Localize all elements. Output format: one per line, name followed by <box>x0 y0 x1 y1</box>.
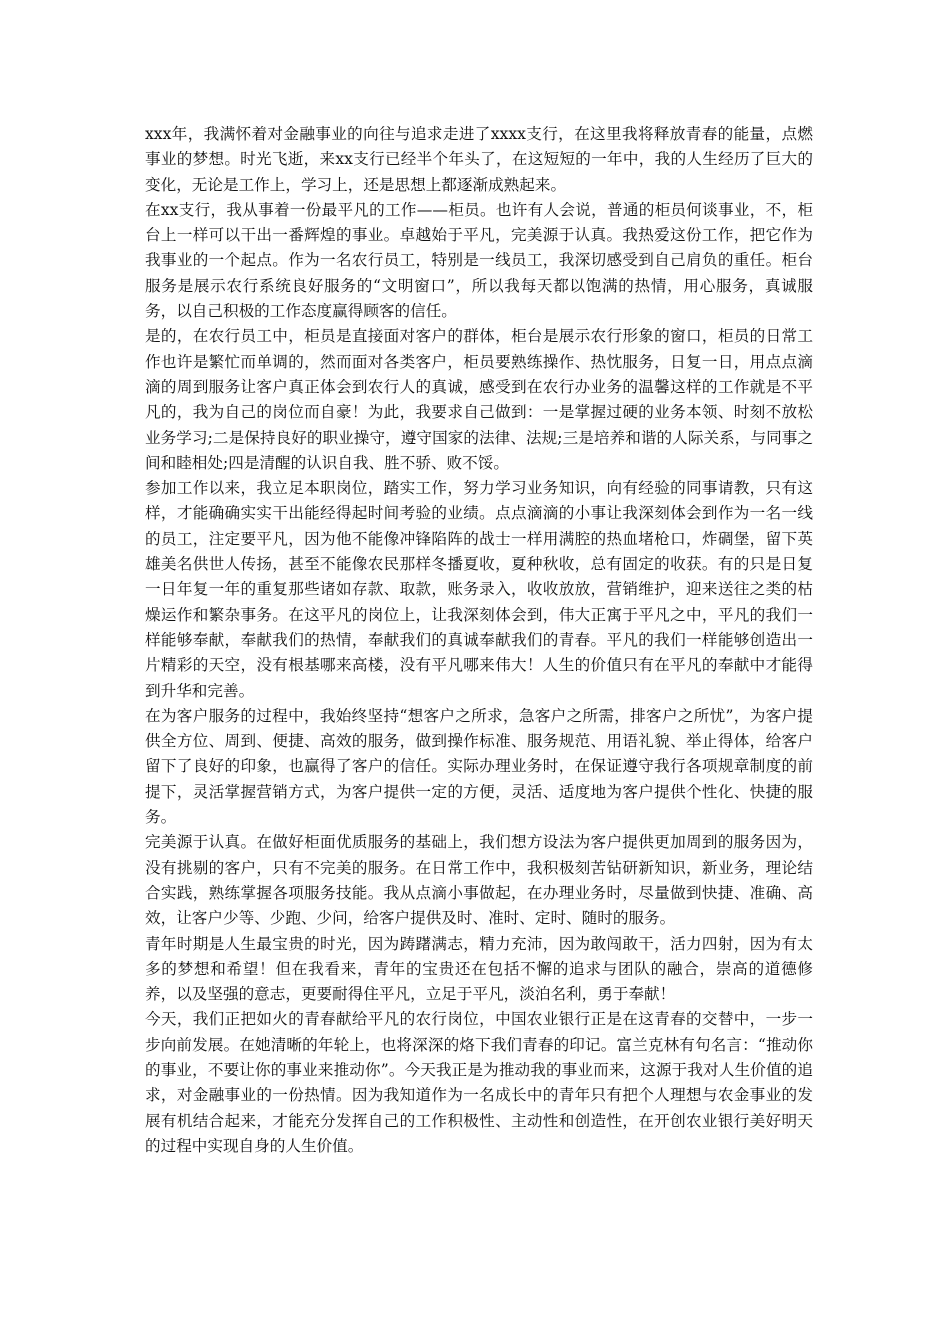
paragraph-perfection: 完美源于认真。在做好柜面优质服务的基础上，我们想方设法为客户提供更加周到的服务因为，没有挑剔的客户，只有不完美的服务。在日常工作中，我积极刻苦钻研新知识，新业务，理论结合实践，熟练掌握各项服务技能。我从点滴小事做起，在办理业务时，尽量做到快捷、准确、高效，让客户少等、少跑、少问，给客户提供及时、准时、定时、随时的服务。 <box>145 833 813 928</box>
paragraph-youth: 青年时期是人生最宝贵的时光，因为踌躇满志，精力充沛，因为敢闯敢干，活力四射，因为有太多的梦想和希望！但在我看来，青年的宝贵还在包括不懈的追求与团队的融合，崇高的道德修养，以及坚强的意志，更要耐得住平凡，立足于平凡，淡泊名利，勇于奉献！ <box>145 934 813 1004</box>
paragraph-ordinary-post: 参加工作以来，我立足本职岗位，踏实工作，努力学习业务知识，向有经验的同事请教，只有这样，才能确确实实干出能经得起时间考验的业绩。点点滴滴的小事让我深刻体会到作为一名一线的员工，注定要平凡，因为他不能像冲锋陷阵的战士一样用满腔的热血堵枪口，炸碉堡，留下英雄美名供世人传扬，甚至不能像农民那样冬播夏收，夏种秋收，总有固定的收获。有的只是日复一日年复一年的重复那些诸如存款、取款，账务录入，收收放放，营销维护，迎来送往之类的枯燥运作和繁杂事务。在这平凡的岗位上，让我深刻体会到，伟大正寓于平凡之中，平凡的我们一样能够奉献，奉献我们的热情，奉献我们的真诚奉献我们的青春。平凡的我们一样能够创造出一片精彩的天空，没有根基哪来高楼，没有平凡哪来伟大！人生的价值只有在平凡的奉献中才能得到升华和完善。 <box>145 479 813 700</box>
paragraph-teller-role: 在xx支行，我从事着一份最平凡的工作——柜员。也许有人会说，普通的柜员何谈事业，不，柜台上一样可以干出一番辉煌的事业。卓越始于平凡，完美源于认真。我热爱这份工作，把它作为我事业的一个起点。作为一名农行员工，特别是一线员工，我深切感受到自己肩负的重任。柜台服务是展示农行系统良好服务的“文明窗口”，所以我每天都以饱满的热情，用心服务，真诚服务，以自己积极的工作态度赢得顾客的信任。 <box>145 200 813 321</box>
document-body <box>145 122 813 1159</box>
paragraph-conclusion: 今天，我们正把如火的青春献给平凡的农行岗位，中国农业银行正是在这青春的交替中，一步一步向前发展。在她清晰的年轮上，也将深深的烙下我们青春的印记。富兰克林有句名言：“推动你的事业，不要让你的事业来推动你”。今天我正是为推动我的事业而来，这源于我对人生价值的追求，对金融事业的一份热情。因为我知道作为一名成长中的青年只有把个人理想与农金事业的发展有机结合起来，才能充分发挥自己的工作积极性、主动性和创造性，在开创农业银行美好明天的过程中实现自身的人生价值。 <box>145 1010 813 1155</box>
paragraph-customer-service: 在为客户服务的过程中，我始终坚持“想客户之所求，急客户之所需，排客户之所忧”，为客户提供全方位、周到、便捷、高效的服务，做到操作标准、服务规范、用语礼貌、举止得体，给客户留下了良好的印象，也赢得了客户的信任。实际办理业务时，在保证遵守我行各项规章制度的前提下，灵活掌握营销方式，为客户提供一定的方便，灵活、适度地为客户提供个性化、快捷的服务。 <box>145 706 813 827</box>
paragraph-teller-work: 是的，在农行员工中，柜员是直接面对客户的群体，柜台是展示农行形象的窗口，柜员的日常工作也许是繁忙而单调的，然而面对各类客户，柜员要熟练操作、热忱服务，日复一日，用点点滴滴的周到服务让客户真正体会到农行人的真诚，感受到在农行办业务的温馨这样的工作就是不平凡的，我为自己的岗位而自豪！为此，我要求自己做到：一是掌握过硬的业务本领、时刻不放松业务学习;二是保持良好的职业操守，遵守国家的法律、法规;三是培养和谐的人际关系，与同事之间和睦相处;四是清醒的认识自我、胜不骄、败不馁。 <box>145 327 813 472</box>
paragraph-intro: xxx年，我满怀着对金融事业的向往与追求走进了xxxx支行，在这里我将释放青春的能量，点燃事业的梦想。时光飞逝，来xx支行已经半个年头了，在这短短的一年中，我的人生经历了巨大的变化，无论是工作上，学习上，还是思想上都逐渐成熟起来。 <box>145 125 813 194</box>
